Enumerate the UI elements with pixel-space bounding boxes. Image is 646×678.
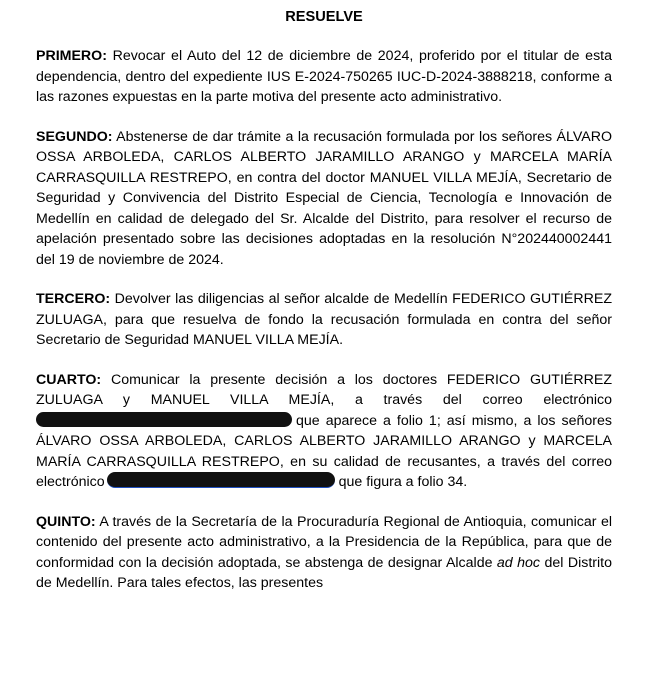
- paragraph-quinto: [36, 512, 612, 594]
- paragraph-label: CUARTO:: [36, 371, 102, 388]
- redacted-email-link[interactable]: [107, 472, 335, 488]
- paragraph-text: que aparece a folio 1; así mismo, a los señores ÁLVARO OSSA ARBOLEDA, CARLOS ALBERTO JARAMILLO ARANGO y MARCELA MARÍA CARRASQUILLA RESTREPO, en su calidad de recusantes, a través del correo electrónico: [36, 412, 612, 490]
- paragraph-text: A través de la Secretaría de la Procuraduría Regional de Antioquia, comunicar el contenido del presente acto administrativo, a la Presidencia de la República, para que de conformidad con la decisión adoptada, se abstenga de designar Alcalde: [36, 513, 612, 571]
- paragraph-cuarto: [36, 370, 612, 493]
- paragraph-text: del Distrito de Medellín. Para tales efectos, las presentes: [36, 554, 612, 591]
- paragraph-label: QUINTO:: [36, 513, 96, 530]
- paragraph-text: Comunicar la presente decisión a los doctores FEDERICO GUTIÉRREZ ZULUAGA y MANUEL VILLA MEJÍA, a través del correo electrónico: [36, 371, 612, 408]
- paragraph-tercero: [36, 289, 612, 351]
- paragraph-primero: [36, 46, 612, 108]
- resolution-heading: RESUELVE: [285, 9, 363, 25]
- paragraph-text: Revocar el Auto del 12 de diciembre de 2024, proferido por el titular de esta dependencia, dentro del expediente IUS E-2024-750265 IUC-D-2024-3888218, conforme a las razones expuestas en la parte motiva del presente acto administrativo.: [36, 48, 612, 105]
- document-page: [36, 0, 612, 594]
- paragraph-label: SEGUNDO:: [36, 128, 113, 145]
- paragraph-label: TERCERO:: [36, 291, 111, 307]
- paragraph-text: Devolver las diligencias al señor alcalde de Medellín FEDERICO GUTIÉRREZ ZULUAGA, para que resuelva de fondo la recusación formulada en contra del señor Secretario de Seguridad MANUEL VILLA MEJÍA.: [36, 291, 612, 348]
- paragraph-italic-text: ad hoc: [496, 554, 541, 571]
- redacted-email: [36, 412, 292, 427]
- paragraph-segundo: [36, 127, 612, 271]
- paragraph-label: PRIMERO:: [36, 48, 107, 64]
- paragraph-text: Abstenerse de dar trámite a la recusación formulada por los señores ÁLVARO OSSA ARBOLEDA, CARLOS ALBERTO JARAMILLO ARANGO y MARCELA MARÍA CARRASQUILLA RESTREPO, en contra del doctor MANUEL VILLA MEJÍA, Secretario de Seguridad y Convivencia del Distrito Especial de Ciencia, Tecnología e Innovación de Medellín en calidad de delegado del Sr. Alcalde del Distrito, para resolver el recurso de apelación presentado sobre las decisiones adoptadas en la resolución N°202440002441 del 19 de noviembre de 2024.: [36, 128, 612, 268]
- paragraph-text: que figura a folio 34.: [338, 474, 468, 490]
